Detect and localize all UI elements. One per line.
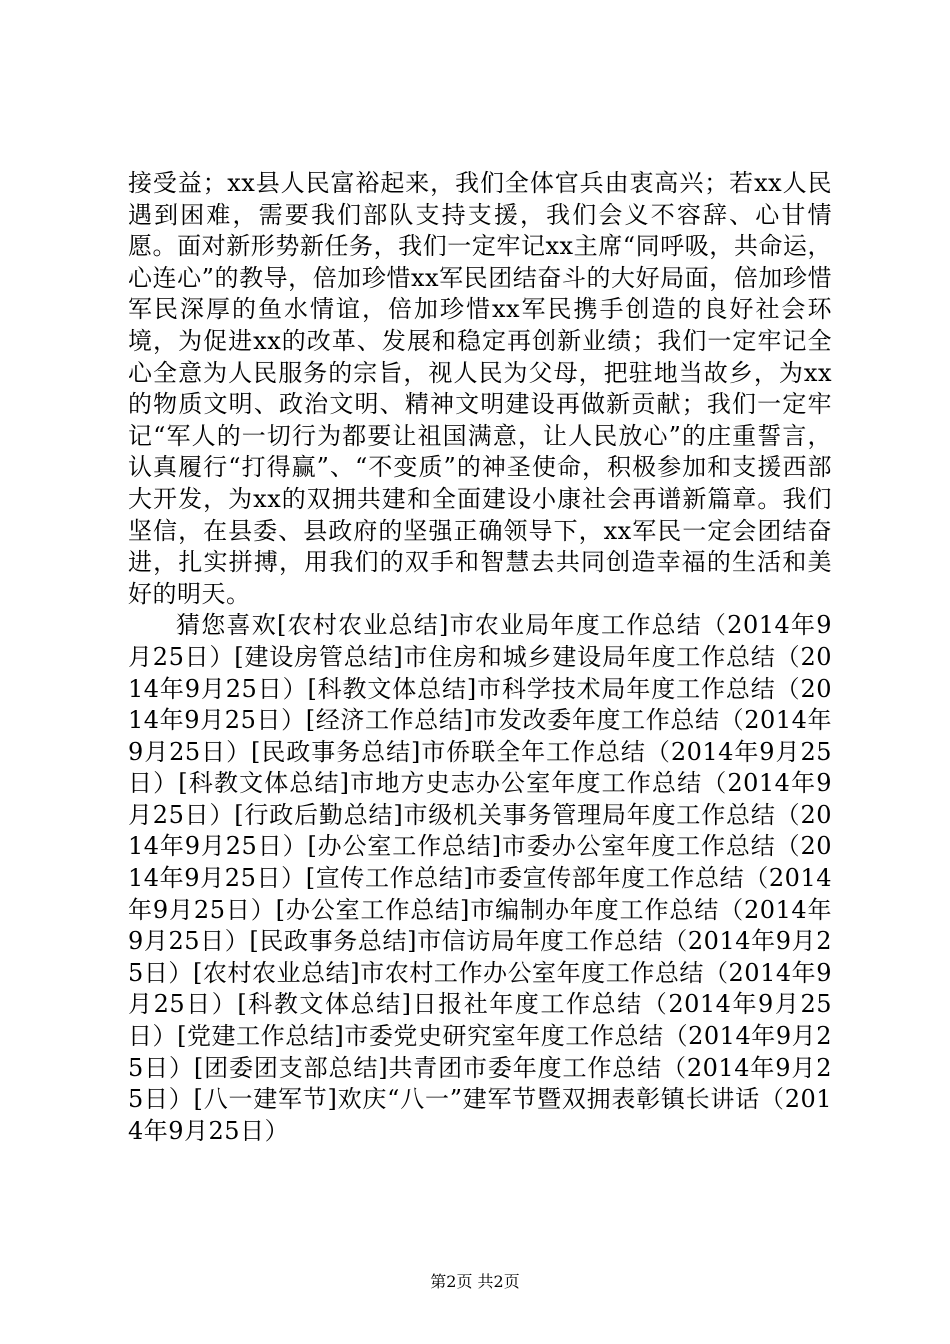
paragraph-related-articles: 猜您喜欢[农村农业总结]市农业局年度工作总结（2014年9月25日）[建设房管总结]市住房和城乡建设局年度工作总结（2014年9月25日）[科教文体总结]市科学技术局年度工作总结（2014年9月25日）[经济工作总结]市发改委年度工作总结（2014年9月25日）[民政事务总结]市侨联全年工作总结（2014年9月25日）[科教文体总结]市地方史志办公室年度工作总结（2014年9月25日）[行政后勤总结]市级机关事务管理局年度工作总结（2014年9月25日）[办公室工作总结]市委办公室年度工作总结（2014年9月25日）[宣传工作总结]市委宣传部年度工作总结（2014年9月25日）[办公室工作总结]市编制办年度工作总结（2014年9月25日）[民政事务总结]市信访局年度工作总结（2014年9月25日）[农村农业总结]市农村工作办公室年度工作总结（2014年9月25日）[科教文体总结]日报社年度工作总结（2014年9月25日）[党建工作总结]市委党史研究室年度工作总结（2014年9月25日）[团委团支部总结]共青团市委年度工作总结（2014年9月25日）[八一建军节]欢庆“八一”建军节暨双拥表彰镇长讲话（2014年9月25日）	[128, 611, 832, 1145]
document-body	[128, 168, 832, 1147]
paragraph-speech-conclusion: 接受益；xx县人民富裕起来，我们全体官兵由衷高兴；若xx人民遇到困难，需要我们部队支持支援，我们会义不容辞、心甘情愿。面对新形势新任务，我们一定牢记xx主席“同呼吸，共命运，心连心”的教导，倍加珍惜xx军民团结奋斗的大好局面，倍加珍惜军民深厚的鱼水情谊，倍加珍惜xx军民携手创造的良好社会环境，为促进xx的改革、发展和稳定再创新业绩；我们一定牢记全心全意为人民服务的宗旨，视人民为父母，把驻地当故乡，为xx的物质文明、政治文明、精神文明建设再做新贡献；我们一定牢记“军人的一切行为都要让祖国满意，让人民放心”的庄重誓言，认真履行“打得赢”、“不变质”的神圣使命，积极参加和支援西部大开发，为xx的双拥共建和全面建设小康社会再谱新篇章。我们坚信，在县委、县政府的坚强正确领导下，xx军民一定会团结奋进，扎实拼搏，用我们的双手和智慧去共同创造幸福的生活和美好的明天。	[128, 169, 832, 608]
page-footer: 第2页 共2页	[430, 1272, 520, 1291]
